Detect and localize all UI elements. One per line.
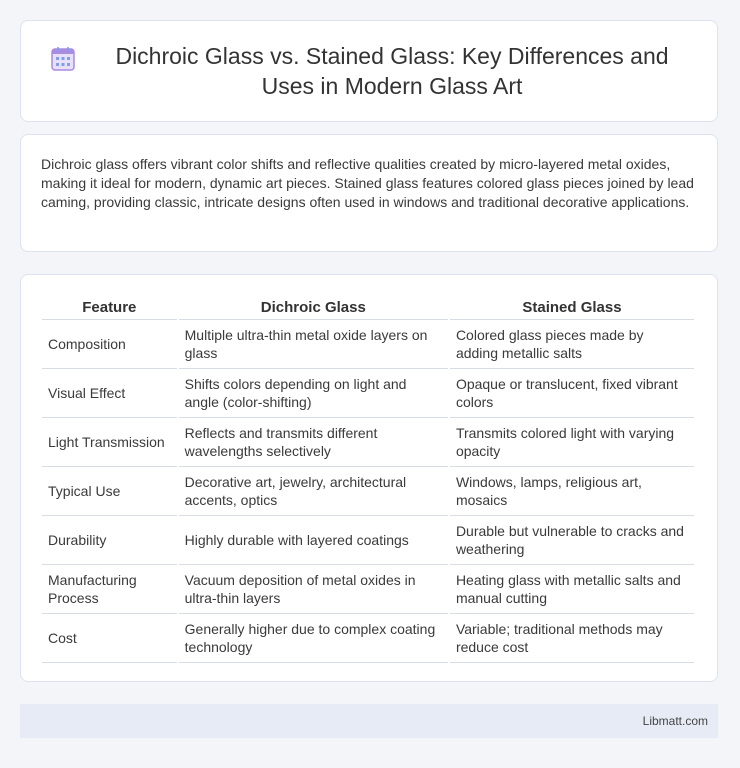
header-feature: Feature: [42, 295, 177, 320]
title-card: [20, 20, 718, 122]
stained-cell: Variable; traditional methods may reduce cost: [450, 614, 694, 663]
table-row: [42, 369, 694, 418]
feature-cell: Cost: [42, 614, 177, 663]
intro-text: Dichroic glass offers vibrant color shifts and reflective qualities created by micro-layered metal oxides, making it ideal for modern, dynamic art pieces. Stained glass features colored glass pieces joined by lead caming, providing classic, intricate designs often used in windows and traditional decorative applications.: [41, 156, 694, 210]
table-row: [42, 516, 694, 565]
header-dichroic: Dichroic Glass: [179, 295, 448, 320]
dichroic-cell: Vacuum deposition of metal oxides in ultra-thin layers: [179, 565, 448, 614]
stained-cell: Opaque or translucent, fixed vibrant colors: [450, 369, 694, 418]
intro-card: [20, 134, 718, 252]
feature-cell: Typical Use: [42, 467, 177, 516]
calendar-grid-icon: [49, 45, 77, 73]
footer: [20, 704, 718, 738]
stained-cell: Colored glass pieces made by adding metallic salts: [450, 320, 694, 369]
dichroic-cell: Multiple ultra-thin metal oxide layers on glass: [179, 320, 448, 369]
stained-cell: Heating glass with metallic salts and manual cutting: [450, 565, 694, 614]
footer-source: Libmatt.com: [642, 714, 708, 728]
table-row: [42, 320, 694, 369]
header-stained: Stained Glass: [450, 295, 694, 320]
table-row: [42, 565, 694, 614]
stained-cell: Windows, lamps, religious art, mosaics: [450, 467, 694, 516]
table-row: [42, 467, 694, 516]
table-row: [42, 614, 694, 663]
page-title: Dichroic Glass vs. Stained Glass: Key Differences and Uses in Modern Glass Art: [115, 43, 669, 99]
dichroic-cell: Decorative art, jewelry, architectural accents, optics: [179, 467, 448, 516]
comparison-table-card: [20, 274, 718, 682]
feature-cell: Durability: [42, 516, 177, 565]
title-wrap: [49, 41, 689, 101]
dichroic-cell: Reflects and transmits different wavelengths selectively: [179, 418, 448, 467]
comparison-table: [40, 295, 696, 663]
table-header-row: [42, 295, 694, 320]
table-row: [42, 418, 694, 467]
dichroic-cell: Generally higher due to complex coating technology: [179, 614, 448, 663]
feature-cell: Composition: [42, 320, 177, 369]
dichroic-cell: Shifts colors depending on light and angle (color-shifting): [179, 369, 448, 418]
dichroic-cell: Highly durable with layered coatings: [179, 516, 448, 565]
feature-cell: Visual Effect: [42, 369, 177, 418]
stained-cell: Transmits colored light with varying opacity: [450, 418, 694, 467]
stained-cell: Durable but vulnerable to cracks and weathering: [450, 516, 694, 565]
feature-cell: Light Transmission: [42, 418, 177, 467]
feature-cell: Manufacturing Process: [42, 565, 177, 614]
